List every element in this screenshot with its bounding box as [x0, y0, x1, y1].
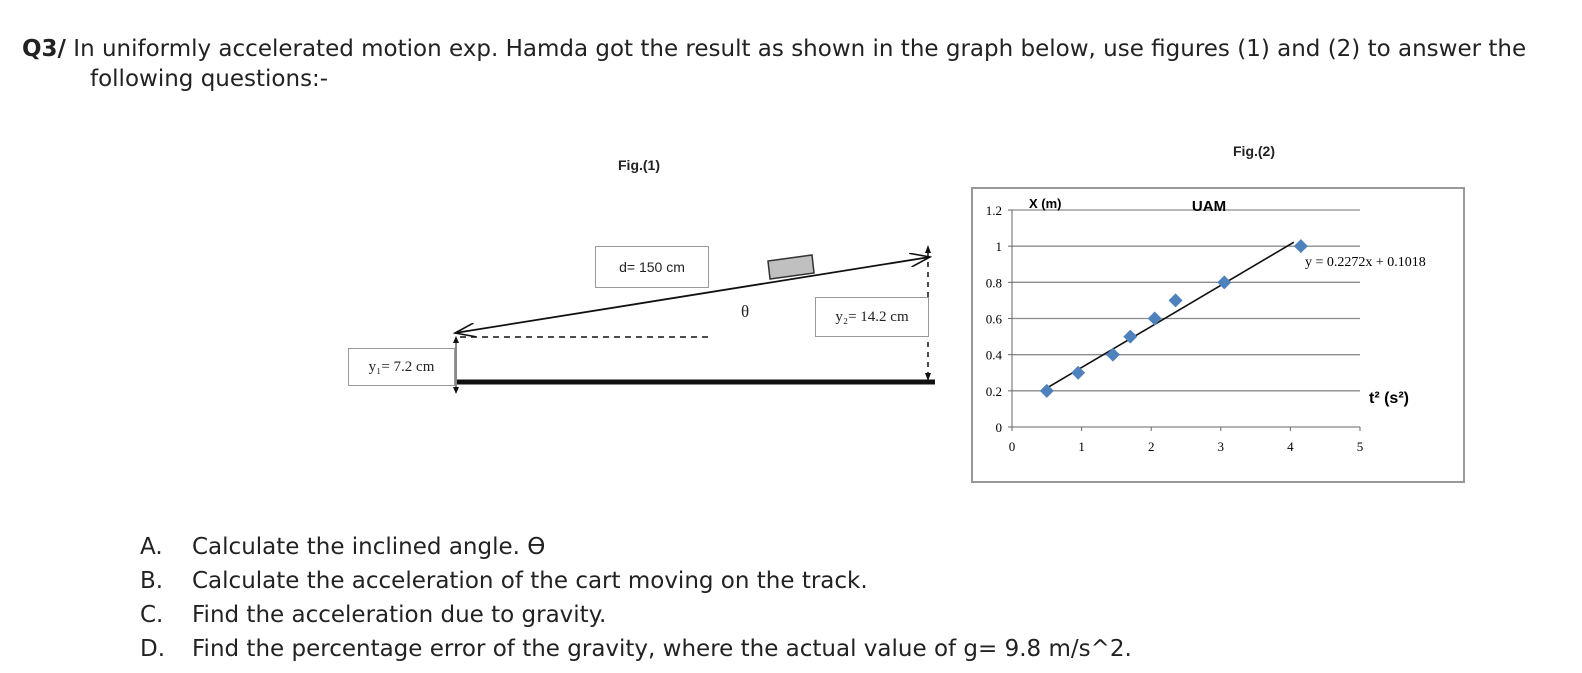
figure2-label: Fig.(2) — [1233, 143, 1275, 159]
data-point — [1071, 366, 1085, 380]
item-b — [140, 564, 1132, 598]
trendline — [1047, 242, 1294, 388]
data-point — [1148, 312, 1162, 326]
x-tick-label: 3 — [1217, 439, 1225, 454]
question-line-1: In uniformly accelerated motion exp. Hamda got the result as shown in the graph below, use figures (1) and (2) to answer the — [73, 36, 1527, 62]
question-line-2: following questions:- — [90, 66, 329, 92]
y1-label: y₁= 7.2 cm — [348, 348, 455, 386]
chart-axes — [1008, 210, 1360, 431]
x-tick-label: 5 — [1356, 439, 1364, 454]
uam-chart — [971, 187, 1465, 483]
y2-label: y₂= 14.2 cm — [815, 297, 929, 337]
item-letter: B. — [140, 568, 164, 594]
chart-trendline — [1047, 242, 1294, 388]
trendline-equation: y = 0.2272x + 0.1018 — [1305, 255, 1426, 270]
distance-label: d= 150 cm — [595, 246, 709, 288]
y-tick-label: 1 — [995, 239, 1002, 255]
figure1-label: Fig.(1) — [618, 157, 660, 173]
y-tick-label: 1.2 — [985, 203, 1002, 218]
item-text: Calculate the inclined angle. Ɵ — [192, 534, 546, 560]
item-a — [140, 530, 1132, 564]
x-tick-label: 2 — [1147, 439, 1155, 454]
question-number: Q3/ — [22, 36, 66, 62]
item-text: Calculate the acceleration of the cart moving on the track. — [192, 568, 868, 594]
x-tick-label: 0 — [1008, 439, 1016, 454]
chart-gridlines — [1012, 210, 1360, 391]
data-point — [1169, 293, 1183, 307]
item-text: Find the acceleration due to gravity. — [192, 602, 607, 628]
data-point — [1106, 348, 1120, 362]
item-letter: C. — [140, 602, 164, 628]
theta-symbol: θ — [741, 302, 750, 321]
item-c — [140, 598, 1132, 632]
question-text — [22, 32, 1562, 67]
item-letter: D. — [140, 636, 166, 662]
data-point — [1217, 275, 1231, 289]
item-letter: A. — [140, 534, 163, 560]
x-tick-label: 4 — [1287, 439, 1294, 454]
x-tick-label: 1 — [1078, 439, 1085, 454]
chart-tick-labels — [986, 203, 1364, 454]
y-tick-label: 0.8 — [985, 275, 1002, 291]
chart-y-axis-label: X (m) — [1029, 196, 1062, 211]
y-tick-label: 0.4 — [985, 347, 1002, 363]
chart-title: UAM — [1191, 198, 1227, 215]
chart-x-axis-label: t² (s²) — [1369, 390, 1409, 407]
item-text: Find the percentage error of the gravity, where the actual value of g= 9.8 m/s^2. — [192, 636, 1132, 662]
item-d — [140, 632, 1132, 666]
y-tick-label: 0.2 — [985, 383, 1002, 399]
data-point — [1294, 239, 1308, 253]
cart-block — [768, 255, 814, 279]
question-items — [140, 530, 1132, 666]
y-tick-label: 0.6 — [985, 311, 1002, 327]
y-tick-label: 0 — [995, 420, 1002, 435]
